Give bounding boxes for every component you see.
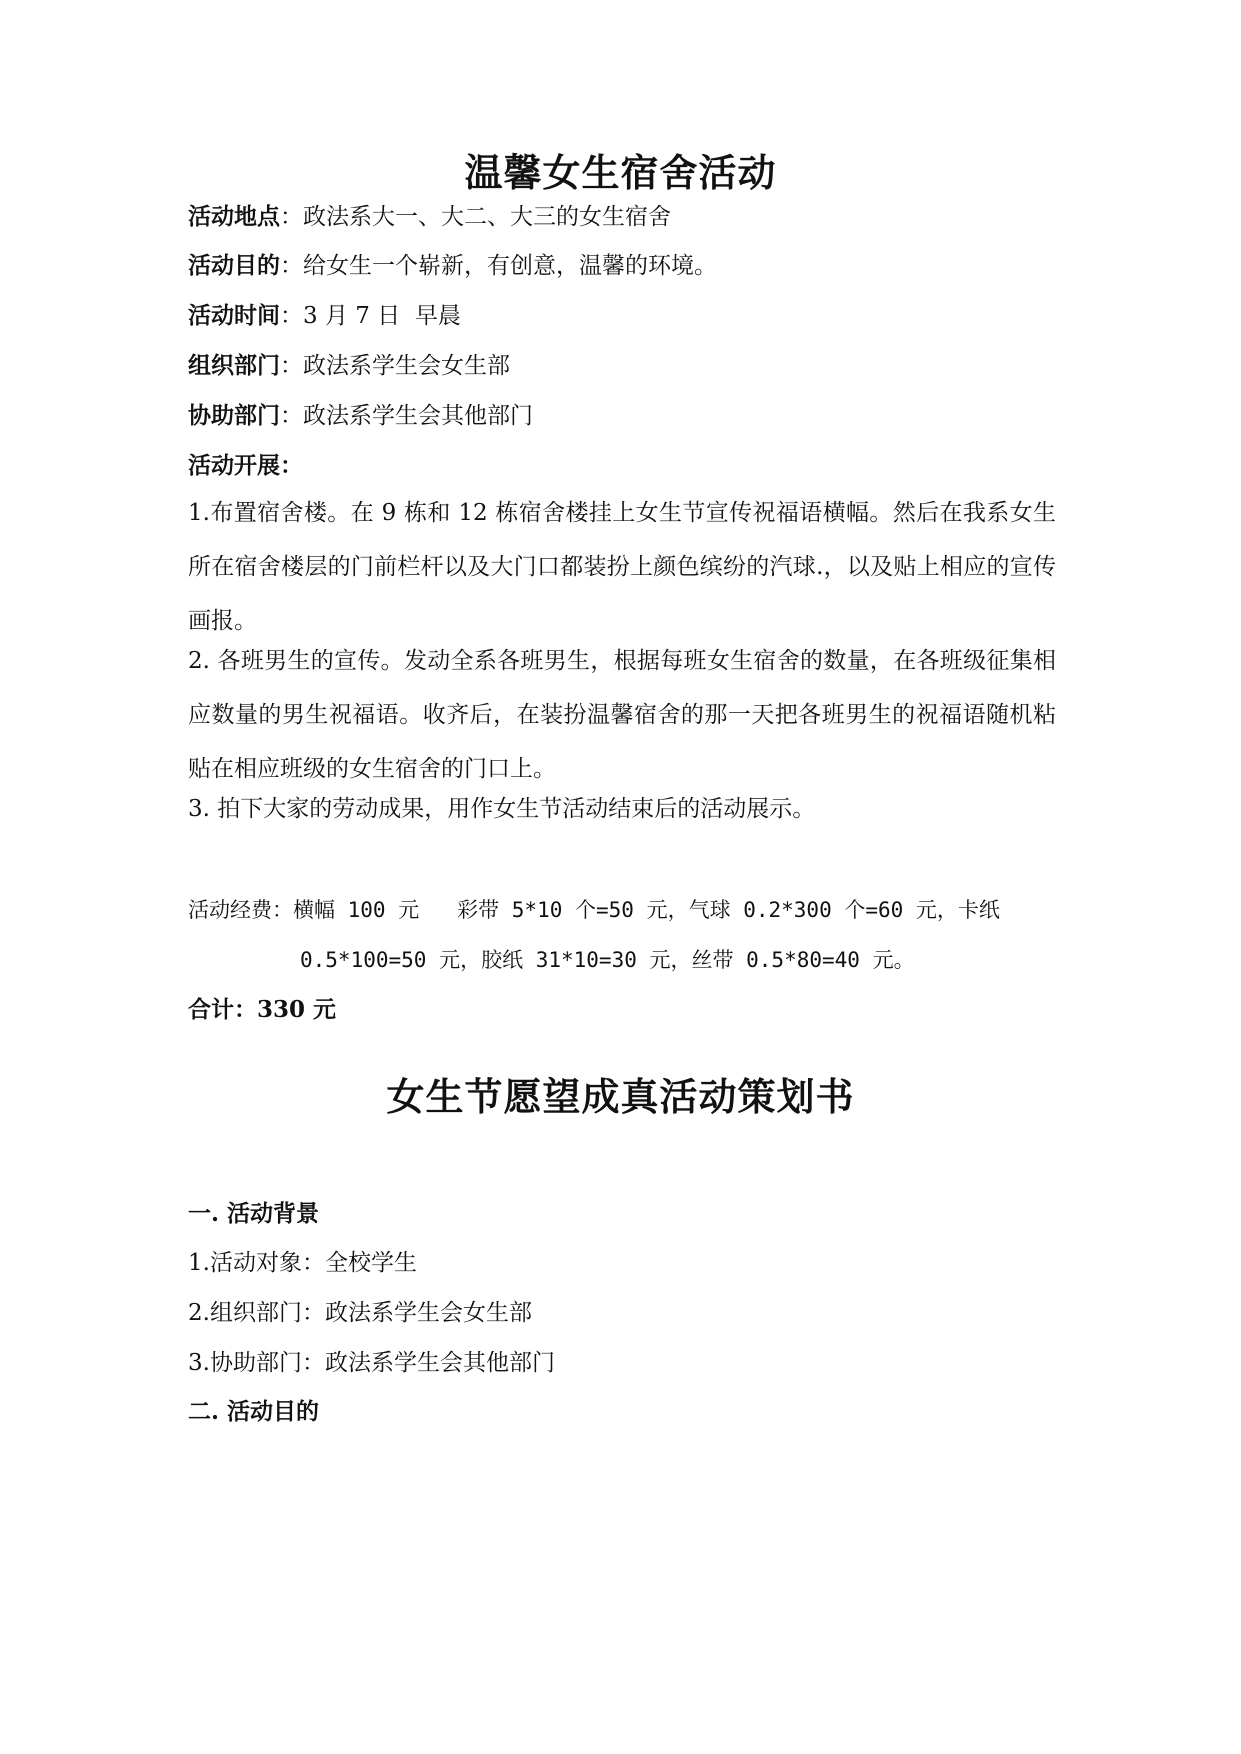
- field-value: 政法系学生会其他部门: [303, 403, 533, 429]
- section-heading: 一. 活动背景: [188, 1200, 320, 1227]
- field-label: 活动目的: [188, 252, 280, 279]
- field-separator: ：: [280, 253, 303, 279]
- list-item: 3. 拍下大家的劳动成果，用作女生节活动结束后的活动展示。: [188, 796, 816, 822]
- field-value: 3 月 7 日 早晨: [303, 303, 461, 329]
- section-heading: 二. 活动目的: [188, 1398, 320, 1425]
- field-value: 政法系学生会女生部: [303, 353, 510, 379]
- field-organizer: [188, 351, 1053, 381]
- list-item: 2. 各班男生的宣传。发动全系各班男生，根据每班女生宿舍的数量，在各班级征集相应数量的男生祝福语。收齐后，在装扮温馨宿舍的那一天把各班男生的祝福语随机粘贴在相应班级的女生宿舍的门口上。: [188, 648, 1056, 782]
- field-label: 协助部门: [188, 402, 280, 429]
- list-item: 1.布置宿舍楼。在 9 栋和 12 栋宿舍楼挂上女生节宣传祝福语横幅。然后在我系女生所在宿舍楼层的门前栏杆以及大门口都装扮上颜色缤纷的汽球.，以及贴上相应的宣传画报。: [188, 500, 1056, 634]
- list-item: 2.组织部门：政法系学生会女生部: [188, 1300, 532, 1326]
- field-value: 政法系大一、大二、大三的女生宿舍: [303, 204, 671, 230]
- field-separator: ：: [280, 303, 303, 329]
- field-separator: ：: [280, 403, 303, 429]
- field-assistant: [188, 401, 1053, 431]
- doc1-title: 温馨女生宿舍活动: [464, 150, 777, 195]
- field-separator: ：: [280, 353, 303, 379]
- field-purpose: [188, 251, 1053, 281]
- list-item: 1.活动对象：全校学生: [188, 1250, 417, 1276]
- field-label: 组织部门: [188, 352, 280, 379]
- budget-line-2: 0.5*100=50 元，胶纸 31*10=30 元，丝带 0.5*80=40 元。: [300, 948, 915, 972]
- budget-line-1: 活动经费：横幅 100 元 彩带 5*10 个=50 元，气球 0.2*300 个=60 元，卡纸: [188, 898, 1000, 922]
- development-label: 活动开展：: [188, 452, 303, 479]
- field-time: [188, 301, 1053, 331]
- field-separator: ：: [280, 204, 303, 230]
- field-value: 给女生一个崭新，有创意，温馨的环境。: [303, 253, 717, 279]
- doc2-title: 女生节愿望成真活动策划书: [386, 1074, 855, 1119]
- field-label: 活动地点: [188, 203, 280, 230]
- budget-total: 合计：330 元: [188, 996, 337, 1023]
- field-label: 活动时间: [188, 302, 280, 329]
- list-item: 3.协助部门：政法系学生会其他部门: [188, 1350, 555, 1376]
- field-location: [188, 202, 1053, 232]
